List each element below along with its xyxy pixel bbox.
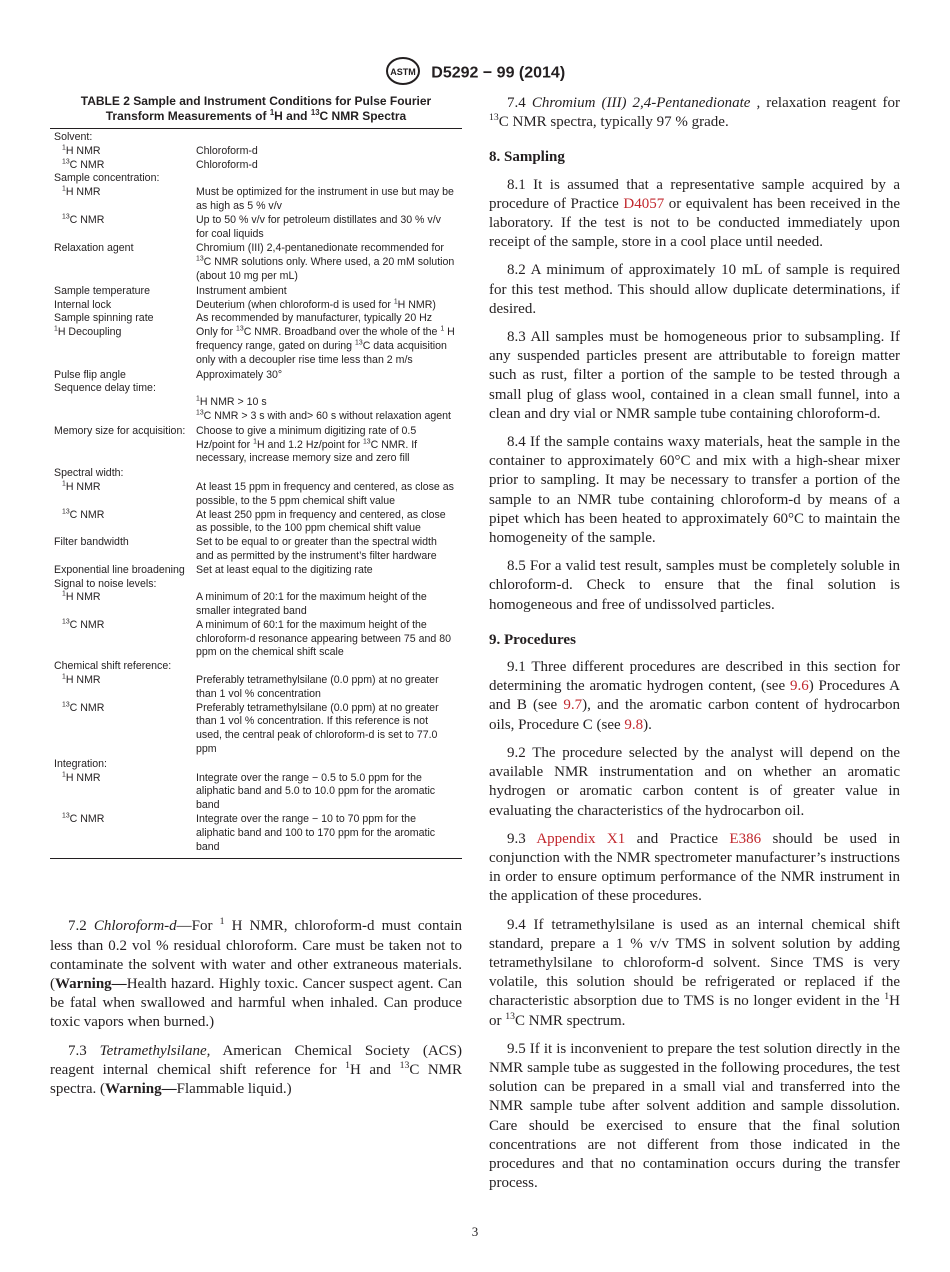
table-row: Sample spinning rate As recommended by manufacturer, typically 20 Hz bbox=[54, 312, 433, 325]
table-row: $^1$H NMR Preferably tetramethylsilane (0.0 ppm) at no greater than 1 vol % concentration bbox=[62, 673, 439, 700]
table-row: $^1$H NMR A minimum of 20:1 for the maximum height of the smaller integrated band bbox=[62, 590, 427, 618]
right-column bbox=[489, 94, 900, 1202]
table-row: Memory size for acquisition: Choose to give a minimum digitizing rate of 0.5 Hz/point for $^1$H and 1.2 Hz/point for $^{13}$C NMR. If necessary, increase memory size and zero fill bbox=[54, 424, 418, 465]
paragraph-7-3: 7.3 Tetramethylsilane, American Chemical Society (ACS) reagent internal chemical shift reference for $^1$H and $^{13}$C NMR spectra. (Warning—Flammable liquid.) bbox=[50, 1042, 463, 1098]
left-body-text bbox=[50, 917, 462, 1099]
table-row: $^1$H NMR Integrate over the range − 0.5 to 5.0 ppm for the aliphatic band and 5.0 to 10.0 ppm for the aromatic band bbox=[62, 771, 436, 812]
section-heading-sampling: 8. Sampling bbox=[489, 149, 565, 166]
table-row: Chemical shift reference: bbox=[54, 660, 172, 673]
paragraph-9-3: 9.3 Appendix X1 and Practice E386 should be used in conjunction with the NMR spectrometer manufacturer’s instructions in order to ensure optimum performance of the NMR instrument in the application of these procedures. bbox=[489, 830, 901, 905]
link-appendix-x1[interactable]: Appendix X1 bbox=[536, 830, 626, 847]
left-column bbox=[50, 94, 462, 1108]
link-9-8[interactable]: 9.8 bbox=[624, 716, 644, 733]
link-d4057[interactable]: D4057 bbox=[623, 195, 665, 212]
table-row: Solvent: bbox=[54, 131, 93, 143]
table-row: Relaxation agent Chromium (III) 2,4-pentanedionate recommended for $^{13}$C NMR solutions only. Where used, a 20 mM solution (about 10 mg per mL) bbox=[54, 242, 455, 282]
table-row: $^{13}$C NMR Up to 50 % v/v for petroleum distillates and 30 % v/v for coal liquids bbox=[62, 213, 441, 240]
paragraph-7-2: 7.2 Chloroform-d—For $^1$ H NMR, chloroform-d must contain less than 0.2 vol % residual chloroform. Care must be taken not to contaminate the solvent with water and other extraneous materials. (Warning—Health hazard. Highly toxic. Cancer suspect agent. Can be fatal when swallowed and harmful when inhaled. Can produce toxic vapors when burned.) bbox=[50, 916, 463, 1031]
paragraph-9-5: 9.5 If it is inconvenient to prepare the test solution directly in the NMR sample tube as suggested in the following procedures, the test solution can be prepared in a small vial and transferred into the NMR sample tube after solvent addition and sample dissolution. Care should be exercised to ensure that the final solution concentrations are not different from those indicated in the procedures and that no contamination occurs during the transfer process. bbox=[489, 1040, 900, 1192]
link-9-6[interactable]: 9.6 bbox=[789, 678, 809, 695]
paragraph-9-4: 9.4 If tetramethylsilane is used as an internal chemical shift standard, prepare a 1 % v/v TMS in solvent solution by adding tetramethylsilane to chloroform-d solvent. Since TMS is very volatile, this solution should be refrigerated or replaced if the characteristic absorption due to TMS is no longer evident in the $^1$H or $^{13}$C NMR spectrum. bbox=[489, 916, 900, 1029]
table-row: $^1$H NMR Must be optimized for the instrument in use but may be as high as 5 % v/v bbox=[62, 185, 454, 212]
paragraph-8-1: 8.1 It is assumed that a representative sample acquired by a procedure of Practice D4057 or equivalent has been received in the laboratory. If the test is not to be conducted immediately upon receipt of the sample, store in a cool place until needed. bbox=[489, 176, 900, 251]
paragraph-8-4: 8.4 If the sample contains waxy materials, heat the sample in the container to approximately 60°C and mix with a high-shear mixer prior to sampling. It may be necessary to transfer a portion of the sample to an NMR tube containing chloroform-d by means of a pipet which has been heated to approximately 60°C to maintain the homogeneity of the sample. bbox=[489, 434, 900, 547]
table-row: Sample concentration: bbox=[54, 172, 160, 185]
table-row: $^{13}$C NMR Integrate over the range − 10 to 70 ppm for the aliphatic band and 100 to 170 ppm for the aromatic band bbox=[62, 812, 436, 853]
table-row: Spectral width: bbox=[54, 467, 124, 480]
table-row: Sequence delay time: bbox=[54, 382, 156, 395]
table-row: $^1$H NMR Chloroform-d bbox=[62, 144, 258, 157]
paragraph-7-4: 7.4 Chromium (III) 2,4-Pentanedionate , relaxation reagent for $^{13}$C NMR spectra, typically 97 % grade. bbox=[489, 95, 900, 131]
astm-logo-icon bbox=[385, 56, 421, 91]
page-number: 3 bbox=[471, 1224, 479, 1239]
paragraph-8-3: 8.3 All samples must be homogeneous prior to subsampling. If any suspended particles present are attributable to foreign matter such as rust, filter a portion of the sample to be tested through a small plug of glass wool, contained in a clean small funnel, into a clean and dry vial or NMR sample tube containing chloroform-d. bbox=[489, 329, 900, 422]
paragraph-8-5: 8.5 For a valid test result, samples must be completely soluble in chloroform-d. Check to ensure that the final solution is homogeneous and free of undissolved particles. bbox=[489, 558, 900, 613]
section-heading-procedures: 9. Procedures bbox=[489, 631, 576, 648]
paragraph-9-1: 9.1 Three different procedures are described in this section for determining the aromatic hydrogen content, (see 9.6) Procedures A and B (see 9.7), and the aromatic carbon content of hydrocarbon oils, Procedure C (see 9.8). bbox=[489, 659, 901, 733]
table-row: $^{13}$C NMR Chloroform-d bbox=[62, 158, 258, 171]
table-row: Sample temperature Instrument ambient bbox=[54, 284, 287, 297]
table-row: $^1$H Decoupling Only for $^{13}$C NMR. Broadband over the whole of the $^1$ H frequency range, gated on during $^{13}$C data acquisition only with a decoupler rise time less than 2 m/s bbox=[54, 325, 455, 366]
table-row: $^{13}$C NMR Preferably tetramethylsilane (0.0 ppm) at no greater than 1 vol % concentration. If this reference is not used, the central peak of chloroform-d is set to 77.0 ppm bbox=[62, 701, 439, 756]
table-row: $^{13}$C NMR A minimum of 60:1 for the maximum height of the chloroform-d resonance appearing between 75 and 80 ppm on the chemical shift scale bbox=[62, 618, 452, 659]
conditions-table bbox=[50, 128, 462, 859]
page-header bbox=[0, 56, 950, 91]
table-row: Integration: bbox=[54, 757, 108, 770]
link-e386[interactable]: E386 bbox=[729, 830, 762, 847]
table-caption: TABLE 2 Sample and Instrument Conditions for Pulse Fourier Transform Measurements of $^1$H and $^{13}$C NMR Spectra bbox=[80, 94, 432, 123]
table-row: $^{13}$C NMR At least 250 ppm in frequency and centered, as close as possible, to the 100 ppm chemical shift value bbox=[62, 507, 446, 535]
table-row: Filter bandwidth Set to be equal to or greater than the spectral width and as permitted by the instrument’s filter hardware bbox=[54, 536, 437, 562]
table-row: Exponential line broadening Set at least equal to the digitizing rate bbox=[54, 563, 373, 576]
paragraph-8-2: 8.2 A minimum of approximately 10 mL of sample is required for this test method. This should allow duplicate determinations, if desired. bbox=[489, 262, 900, 317]
table-row: $^1$H NMR > 10 s bbox=[196, 395, 267, 409]
table-row: Internal lock Deuterium (when chloroform-d is used for $^1$H NMR) bbox=[54, 298, 436, 311]
svg-text:ASTM: ASTM bbox=[390, 67, 416, 77]
designation: D5292 − 99 (2014) bbox=[431, 64, 566, 82]
table-row: Signal to noise levels: bbox=[54, 577, 157, 590]
paragraph-9-2: 9.2 The procedure selected by the analyst will depend on the available NMR instrumentation and on whether an aromatic hydrogen or aromatic carbon content is of greater value in evaluating the characteristics of the hydrocarbon oil. bbox=[489, 744, 900, 819]
table-row: Pulse flip angle Approximately 30° bbox=[54, 368, 283, 381]
table-row: $^1$H NMR At least 15 ppm in frequency and centered, as close as possible, to the 5 ppm chemical shift value bbox=[62, 480, 454, 507]
link-9-7[interactable]: 9.7 bbox=[563, 697, 583, 714]
table-row: $^{13}$C NMR > 3 s with and> 60 s without relaxation agent bbox=[196, 409, 451, 422]
